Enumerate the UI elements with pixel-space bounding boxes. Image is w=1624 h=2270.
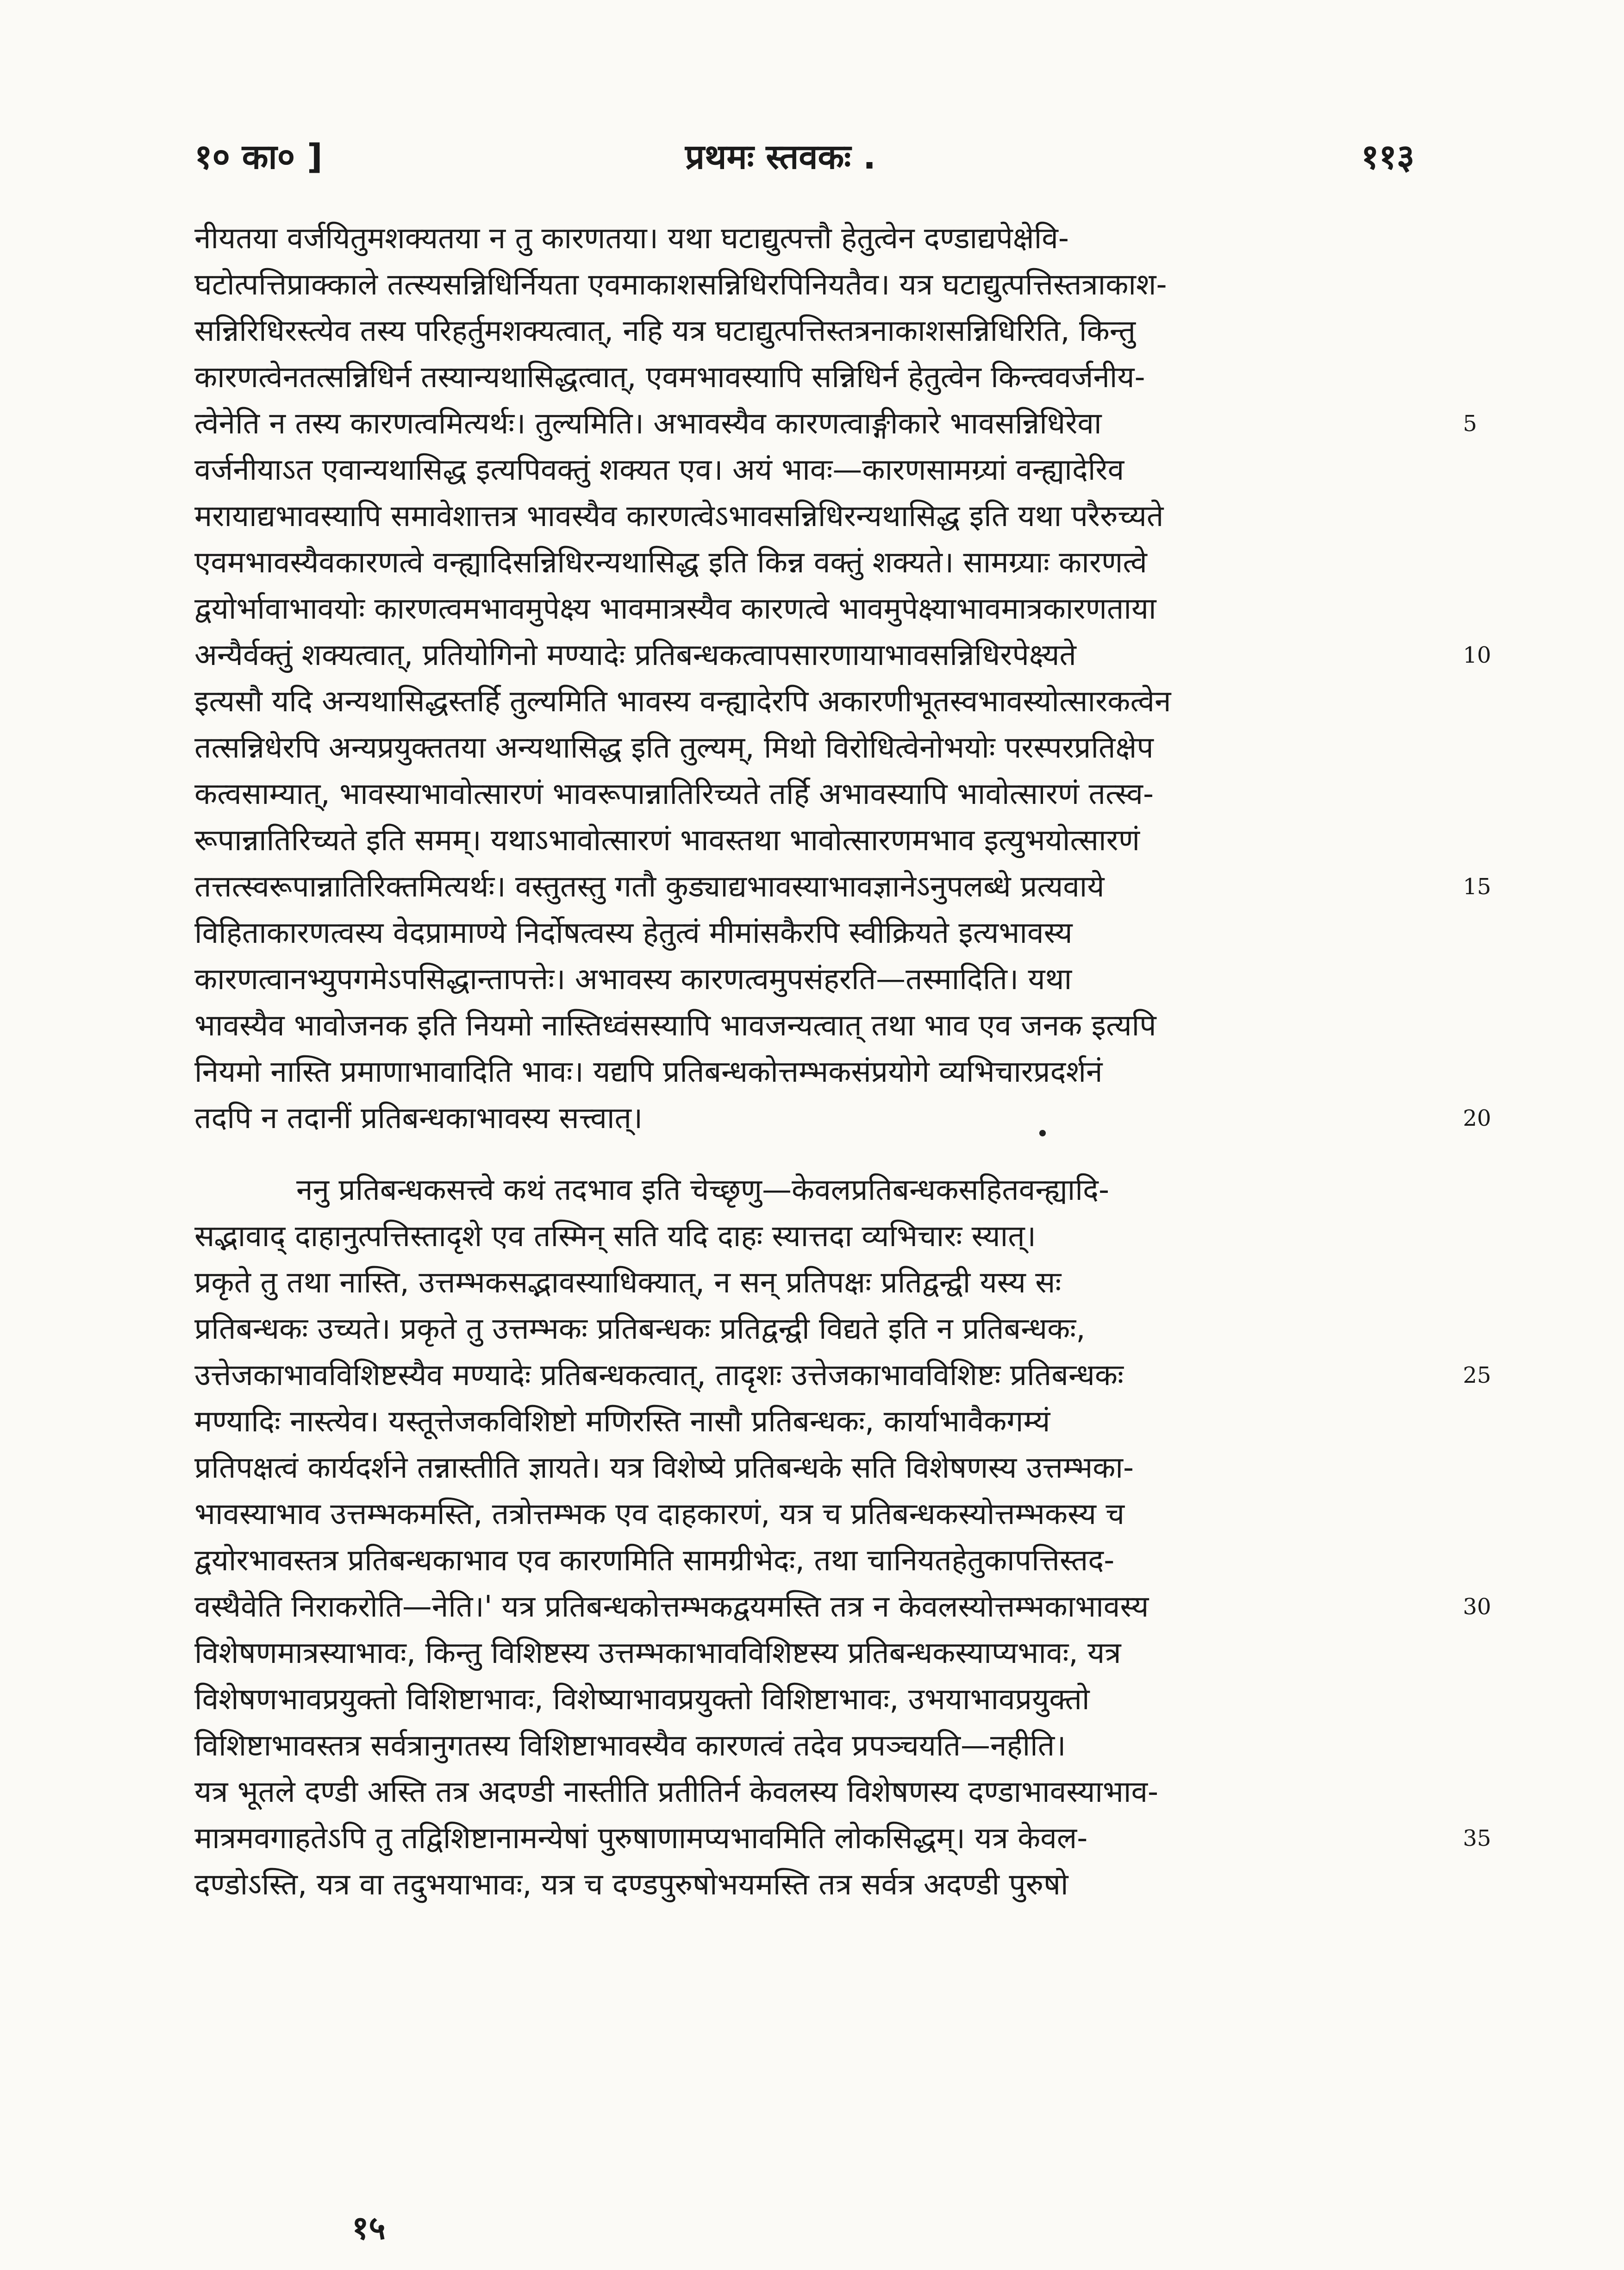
text-line: प्रतिपक्षत्वं कार्यदर्शने तन्नास्तीति ज्ञायते। यत्र विशेष्ये प्रतिबन्धके सति विशेषणस्य उत्तम्भका-: [194, 1451, 1134, 1485]
text-line: वर्जनीयाऽत एवान्यथासिद्ध इत्यपिवक्तुं शक्यत एव। अयं भावः—कारणसामग्र्यां वन्ह्यादेरिव: [194, 453, 1124, 487]
line-number: 30: [1463, 1594, 1492, 1620]
text-line: नीयतया वर्जयितुमशक्यतया न तु कारणतया। यथा घटाद्युत्पत्तौ हेतुत्वेन दण्डाद्यपेक्षेवि-: [194, 221, 1069, 256]
line-number: 25: [1463, 1362, 1492, 1388]
text-line: कत्वसाम्यात्, भावस्याभावोत्सारणं भावरूपान्नातिरिच्यते तर्हि अभावस्यापि भावोत्सारणं तत्स्व-: [194, 777, 1154, 811]
text-line: विशिष्टाभावस्तत्र सर्वत्रानुगतस्य विशिष्टाभावस्यैव कारणत्वं तदेव प्रपञ्चयति—नहीति।: [194, 1729, 1066, 1763]
line-number: 35: [1463, 1825, 1492, 1851]
text-line: भावस्यैव भावोजनक इति नियमो नास्तिध्वंसस्यापि भावजन्यत्वात् तथा भाव एव जनक इत्यपि: [194, 1009, 1156, 1043]
text-line: घटोत्पत्तिप्राक्काले तत्स्यसन्निधिर्नियता एवमाकाशसन्निधिरपिनियतैव। यत्र घटाद्युत्पत्तिस्तत्राकाश-: [194, 268, 1167, 302]
text-line: मरायाद्यभावस्यापि समावेशात्तत्र भावस्यैव कारणत्वेऽभावसन्निधिरन्यथासिद्ध इति यथा परैरुच्यते: [194, 499, 1164, 533]
text-line: मात्रमवगाहतेऽपि तु तद्विशिष्टानामन्येषां पुरुषाणामप्यभावमिति लोकसिद्धम्। यत्र केवल-: [194, 1821, 1088, 1856]
text-line: विशेषणभावप्रयुक्तो विशिष्टाभावः, विशेष्याभावप्रयुक्तो विशिष्टाभावः, उभयाभावप्रयुक्तो: [194, 1682, 1090, 1717]
text-line: कारणत्वानभ्युपगमेऽपसिद्धान्तापत्तेः। अभावस्य कारणत्वमुपसंहरति—तस्मादिति। यथा: [194, 962, 1072, 997]
text-line: अन्यैर्वक्तुं शक्यत्वात्, प्रतियोगिनो मण्यादेः प्रतिबन्धकत्वापसारणायाभावसन्निधिरपेक्ष्यते: [194, 638, 1076, 672]
text-line: तदपि न तदानीं प्रतिबन्धकाभावस्य सत्त्वात्।: [194, 1101, 643, 1135]
text-line: सन्निरिधिरस्त्येव तस्य परिहर्तुमशक्यत्वात्, नहि यत्र घटाद्युत्पत्तिस्तत्रनाकाशसन्निधिरिति, किन्तु: [194, 314, 1136, 348]
text-line: विशेषणमात्रस्याभावः, किन्तु विशिष्टस्य उत्तम्भकाभावविशिष्टस्य प्रतिबन्धकस्याप्यभावः, यत्र: [194, 1636, 1121, 1670]
text-line: एवमभावस्यैवकारणत्वे वन्ह्यादिसन्निधिरन्यथासिद्ध इति किन्न वक्तुं शक्यते। सामग्र्याः कारणत्वे: [194, 546, 1147, 580]
header-chapter-title: प्रथमः स्तवकः .: [685, 137, 876, 177]
text-line: तत्सन्निधेरपि अन्यप्रयुक्ततया अन्यथासिद्ध इति तुल्यम्, मिथो विरोधित्वेनोभयोः परस्परप्रतिक्षेप: [194, 731, 1154, 765]
text-line: कारणत्वेनतत्सन्निधिर्न तस्यान्यथासिद्धत्वात्, एवमभावस्यापि सन्निधिर्न हेतुत्वेन किन्त्ववर्जनीय-: [194, 360, 1145, 395]
text-line: द्वयोर्भावाभावयोः कारणत्वमभावमुपेक्ष्य भावमात्रस्यैव कारणत्वे भावमुपेक्ष्याभावमात्रकारणताया: [194, 592, 1156, 626]
line-number: 20: [1463, 1105, 1492, 1131]
text-line: विहिताकारणत्वस्य वेदप्रामाण्ये निर्दोषत्वस्य हेतुत्वं मीमांसकैरपि स्वीक्रियते इत्यभावस्य: [194, 916, 1073, 950]
paragraph-first-line: ननु प्रतिबन्धकसत्त्वे कथं तदभाव इति चेच्छृणु—केवलप्रतिबन्धकसहितवन्ह्यादि-: [296, 1173, 1110, 1207]
text-line: प्रतिबन्धकः उच्यते। प्रकृते तु उत्तम्भकः प्रतिबन्धकः प्रतिद्वन्द्वी विद्यते इति न प्रतिबन्धकः,: [194, 1312, 1086, 1346]
text-line: द्वयोरभावस्तत्र प्रतिबन्धकाभाव एव कारणमिति सामग्रीभेदः, तथा चानियतहेतुकापत्तिस्तद-: [194, 1543, 1115, 1578]
text-line: वस्थैवेति निराकरोति—नेति।' यत्र प्रतिबन्धकोत्तम्भकद्वयमस्ति तत्र न केवलस्योत्तम्भकाभावस्य: [194, 1590, 1149, 1624]
line-number: 10: [1463, 642, 1492, 668]
text-line: यत्र भूतले दण्डी अस्ति तत्र अदण्डी नास्तीति प्रतीतिर्न केवलस्य विशेषणस्य दण्डाभावस्याभाव-: [194, 1775, 1159, 1809]
text-line: मण्यादिः नास्त्येव। यस्तूत्तेजकविशिष्टो मणिरस्ति नासौ प्रतिबन्धकः, कार्याभावैकगम्यं: [194, 1405, 1050, 1439]
header-section-ref: १० का० ]: [194, 137, 323, 177]
text-line: दण्डोऽस्ति, यत्र वा तदुभयाभावः, यत्र च दण्डपुरुषोभयमस्ति तत्र सर्वत्र अदण्डी पुरुषो: [194, 1868, 1068, 1902]
text-line: सद्भावाद् दाहानुत्पत्तिस्तादृशे एव तस्मिन् सति यदि दाहः स्यात्तदा व्यभिचारः स्यात्।: [194, 1219, 1036, 1254]
page-header: [0, 132, 1624, 183]
signature-mark: १५: [352, 2209, 386, 2247]
line-number: 15: [1463, 874, 1492, 900]
ink-dot: [1039, 1130, 1046, 1136]
header-page-number: ११३: [1361, 137, 1415, 177]
text-line: इत्यसौ यदि अन्यथासिद्धस्तर्हि तुल्यमिति भावस्य वन्ह्यादेरपि अकारणीभूतस्वभावस्योत्सारकत्वेन: [194, 684, 1171, 719]
text-line: रूपान्नातिरिच्यते इति समम्। यथाऽभावोत्सारणं भावस्तथा भावोत्सारणमभाव इत्युभयोत्सारणं: [194, 823, 1140, 858]
text-line: तत्तत्स्वरूपान्नातिरिक्तमित्यर्थः। वस्तुतस्तु गतौ कुड्याद्यभावस्याभावज्ञानेऽनुपलब्धे प्रत्यवाये: [194, 870, 1105, 904]
line-number: 5: [1463, 411, 1477, 437]
text-line: नियमो नास्ति प्रमाणाभावादिति भावः। यद्यपि प्रतिबन्धकोत्तम्भकसंप्रयोगे व्यभिचारप्रदर्शनं: [194, 1055, 1103, 1089]
text-line: भावस्याभाव उत्तम्भकमस्ति, तत्रोत्तम्भक एव दाहकारणं, यत्र च प्रतिबन्धकस्योत्तम्भकस्य च: [194, 1497, 1125, 1531]
text-line: उत्तेजकाभावविशिष्टस्यैव मण्यादेः प्रतिबन्धकत्वात्, तादृशः उत्तेजकाभावविशिष्टः प्रतिबन्धकः: [194, 1358, 1124, 1392]
text-line: प्रकृते तु तथा नास्ति, उत्तम्भकसद्भावस्याधिक्यात्, न सन् प्रतिपक्षः प्रतिद्वन्द्वी यस्य सः: [194, 1266, 1062, 1300]
text-line: त्वेनेति न तस्य कारणत्वमित्यर्थः। तुल्यमिति। अभावस्यैव कारणत्वाङ्गीकारे भावसन्निधिरेवा: [194, 407, 1102, 441]
